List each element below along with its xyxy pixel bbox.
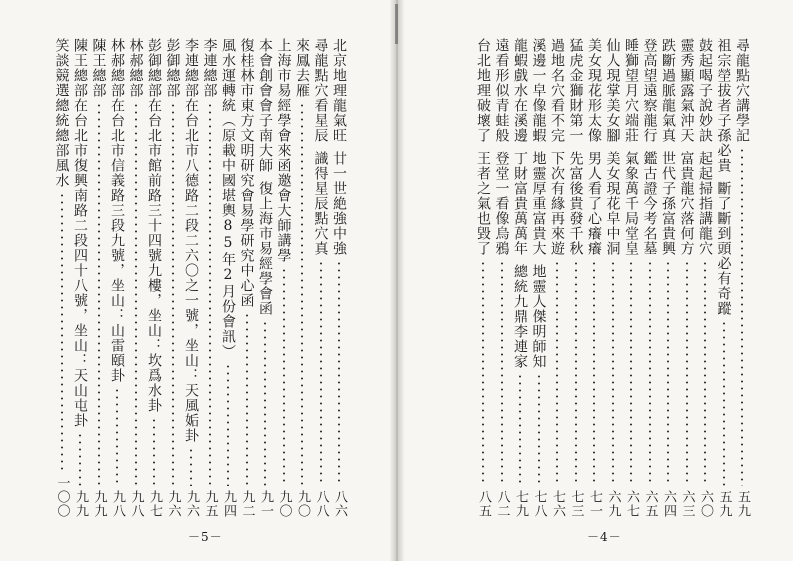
- toc-entry-subtitle: 登堂一看像烏鴉: [493, 151, 510, 256]
- leader-dots: [153, 417, 155, 486]
- toc-entry: [53, 38, 71, 518]
- toc-entry: [127, 38, 145, 518]
- toc-entry-page: 九六: [184, 490, 199, 518]
- leader-dots: [98, 102, 100, 486]
- toc-entry-subtitle: 氣象萬千局堂皇: [623, 151, 639, 256]
- toc-entry-subtitle: 世代子孫富貴興: [660, 151, 676, 256]
- toc-entry-page: 九〇: [295, 490, 310, 518]
- toc-entry-subtitle: 丁財富貴萬萬年: [512, 151, 528, 256]
- leader-dots: [630, 260, 632, 486]
- leader-dots: [538, 373, 540, 486]
- toc-entry: [275, 38, 293, 518]
- toc-entry-subtitle: 下次有緣再來遊: [549, 151, 565, 256]
- toc-entry-subtitle: 復上海市易經學會函: [257, 181, 273, 316]
- toc-entry: [145, 38, 163, 518]
- toc-entry-title: 猛虎金獅財第一: [567, 38, 584, 143]
- toc-entry-page: 八八: [313, 490, 329, 518]
- leader-dots: [227, 363, 229, 486]
- toc-entry-subtitle: 先富後貴發千秋: [567, 151, 584, 256]
- toc-entry: [201, 38, 219, 518]
- toc-entry: [696, 38, 714, 518]
- toc-entry-title: 過地名穴看不完: [549, 38, 565, 143]
- toc-entry-title: 彭御總部在台北市館前路三十四號九樓，坐山：坎爲水卦: [146, 38, 162, 413]
- leader-dots: [519, 373, 521, 486]
- leader-dots: [667, 260, 669, 486]
- toc-entry-subtitle: 鑑古證今考名墓: [641, 151, 658, 256]
- book-gutter: [390, 0, 404, 561]
- leader-dots: [649, 260, 651, 486]
- leader-dots: [61, 192, 63, 472]
- toc-entry: [256, 38, 274, 518]
- toc-entry-page: 六七: [624, 490, 639, 518]
- leader-dots: [556, 260, 558, 486]
- toc-entry-title: 睡獅望月穴端莊: [623, 38, 639, 143]
- right-page: [397, 0, 793, 561]
- toc-entry: [622, 38, 640, 518]
- toc-entry-title: 溪邊一皁像龍蝦: [530, 38, 547, 143]
- toc-entry: [511, 38, 529, 518]
- toc-entry: [293, 38, 311, 518]
- toc-entry-title: 上海市易經學會來函邀會大師講學: [275, 38, 292, 263]
- toc-entry: [219, 38, 237, 518]
- toc-entry-title: 林郝總部: [127, 38, 144, 98]
- leader-dots: [723, 320, 725, 486]
- toc-entry-page: 九四: [221, 490, 236, 518]
- toc-entry: [182, 38, 200, 518]
- toc-entry-title: 登高望遠察龍行: [641, 38, 658, 143]
- toc-entry-page: 六〇: [698, 490, 713, 518]
- left-page-number: －5－: [188, 530, 223, 544]
- toc-entry-page: 七八: [531, 490, 547, 518]
- toc-entry-subtitle: 廿一世絶強中強: [331, 151, 347, 256]
- leader-dots: [246, 312, 248, 486]
- leader-dots: [172, 102, 174, 486]
- toc-entry-title: 台北地理破壞了: [475, 38, 491, 143]
- toc-entry-page: 六九: [605, 490, 621, 518]
- toc-entry: [312, 38, 330, 518]
- binding-mark: [395, 4, 398, 44]
- toc-entry: [330, 38, 348, 518]
- toc-entry-page: 五九: [716, 490, 732, 518]
- toc-entry-title: 來鳳去雁: [294, 38, 310, 98]
- toc-entry-page: 八六: [332, 490, 347, 518]
- toc-entry-title: 風水運轉統（原載中國堪輿85年2月份會訊）: [220, 38, 236, 359]
- leader-dots: [135, 102, 137, 486]
- toc-entry: [548, 38, 566, 518]
- toc-entry: [567, 38, 585, 518]
- toc-entry-subtitle: 男人看了心癢癢: [586, 151, 602, 256]
- leader-dots: [482, 260, 484, 486]
- leader-dots: [209, 102, 211, 486]
- toc-entry-page: 九九: [73, 490, 88, 518]
- toc-entry-page: 九八: [110, 490, 125, 518]
- toc-entry-title: 彭御總部: [164, 38, 181, 98]
- leader-dots: [575, 260, 577, 486]
- toc-entry-page: 七一: [587, 490, 602, 518]
- toc-entry: [530, 38, 548, 518]
- toc-entry-extra: 總統九鼎李連家: [512, 264, 528, 369]
- toc-entry-subtitle: 美女現花皁中洞: [604, 151, 621, 256]
- left-page: [0, 0, 396, 561]
- toc-entry-page: 九六: [165, 490, 181, 518]
- toc-entry-title: 靈秀顯露氣沖天: [678, 38, 695, 143]
- toc-entry-title: 尋龍點穴看星辰: [312, 38, 329, 143]
- toc-entry-title: 陳王總部在台北市復興南路二段四十八號，坐山：天山屯卦: [72, 38, 88, 428]
- toc-entry-title: 仙人現掌美女腳: [604, 38, 621, 143]
- leader-dots: [320, 260, 322, 486]
- toc-entry-title: 本會創會會子南大師: [257, 38, 273, 173]
- toc-entry-page: 七六: [550, 490, 565, 518]
- toc-entry: [164, 38, 182, 518]
- toc-entry-subtitle: 斷了斷到頭必有奇蹤: [715, 181, 732, 316]
- toc-entry-subtitle: 起起掃指講龍穴: [697, 151, 713, 256]
- toc-entry-title: 北京地理龍氣旺: [331, 38, 347, 143]
- toc-entry-title: 跌斷過脈龍氣真: [660, 38, 676, 143]
- toc-entry-page: 六五: [642, 490, 658, 518]
- leader-dots: [264, 320, 266, 486]
- toc-entry-page: 六四: [661, 490, 676, 518]
- leader-dots: [79, 432, 81, 486]
- leader-dots: [593, 260, 595, 486]
- toc-entry: [238, 38, 256, 518]
- toc-entry-title: 陳王總部: [90, 38, 107, 98]
- toc-entry-title: 復桂林市東方文明研究會易學研究中心函: [238, 38, 255, 308]
- toc-entry-title: 美女現花形太像: [586, 38, 602, 143]
- toc-entry-extra: 地靈人傑明師知: [530, 264, 547, 369]
- toc-entry: [90, 38, 108, 518]
- leader-dots: [501, 260, 503, 486]
- toc-entry: [108, 38, 126, 518]
- toc-entry-title: 尋龍點穴講學記: [734, 38, 750, 143]
- toc-entry-subtitle: 地靈厚重富貴大: [530, 151, 547, 256]
- toc-entry-page: 九五: [202, 490, 218, 518]
- toc-entry-subtitle: 識得星辰點穴真: [312, 151, 329, 256]
- toc-entry-page: 七三: [568, 490, 584, 518]
- toc-entry-title: 鼓起喝子說妙訣: [697, 38, 713, 143]
- toc-entry: [474, 38, 492, 518]
- toc-entry: [585, 38, 603, 518]
- leader-dots: [741, 147, 743, 486]
- toc-entry: [641, 38, 659, 518]
- toc-entry-title: 李連總部在台北市八德路二段二六〇之一號，坐山：天風姤卦: [183, 38, 199, 443]
- toc-entry-page: 五九: [735, 490, 750, 518]
- leader-dots: [190, 447, 192, 486]
- toc-entry-title: 祖宗塋拔者子孫必貴: [715, 38, 732, 173]
- toc-entry-subtitle: 富貴龍穴落何方: [678, 151, 695, 256]
- toc-entry-page: 九七: [147, 490, 162, 518]
- toc-entry-subtitle: 王者之氣也毀了: [475, 151, 491, 256]
- toc-entry-title: 林郝總部在台北市信義路三段九號，坐山：山雷頤卦: [109, 38, 125, 383]
- leader-dots: [704, 260, 706, 486]
- toc-entry-title: 李連總部: [201, 38, 218, 98]
- toc-entry-page: 八二: [494, 490, 510, 518]
- toc-entry-title: 遠看形似青蛙般: [493, 38, 510, 143]
- toc-entry-page: 六三: [679, 490, 695, 518]
- leader-dots: [612, 260, 614, 486]
- toc-entry-page: 七九: [513, 490, 528, 518]
- toc-entry-page: 九二: [239, 490, 255, 518]
- toc-entry: [715, 38, 733, 518]
- toc-entry-title: 龍蝦戲水在溪邊: [512, 38, 528, 143]
- toc-entry: [71, 38, 89, 518]
- leader-dots: [686, 260, 688, 486]
- leader-dots: [338, 260, 340, 486]
- right-page-number: －4－: [587, 530, 622, 544]
- toc-entry: [733, 38, 751, 518]
- toc-entry-page: 九九: [91, 490, 107, 518]
- toc-entry: [604, 38, 622, 518]
- toc-entry: [678, 38, 696, 518]
- leader-dots: [283, 267, 285, 486]
- leader-dots: [116, 387, 118, 486]
- toc-entry: [659, 38, 677, 518]
- leader-dots: [301, 102, 303, 486]
- toc-entry: [493, 38, 511, 518]
- toc-entry-page: 一〇〇: [54, 476, 70, 518]
- toc-entry-title: 笑談競選總統總部風水: [53, 38, 70, 188]
- toc-entry-page: 八五: [476, 490, 491, 518]
- toc-entry-page: 九八: [128, 490, 144, 518]
- toc-entry-page: 九一: [258, 490, 273, 518]
- toc-entry-page: 九〇: [276, 490, 292, 518]
